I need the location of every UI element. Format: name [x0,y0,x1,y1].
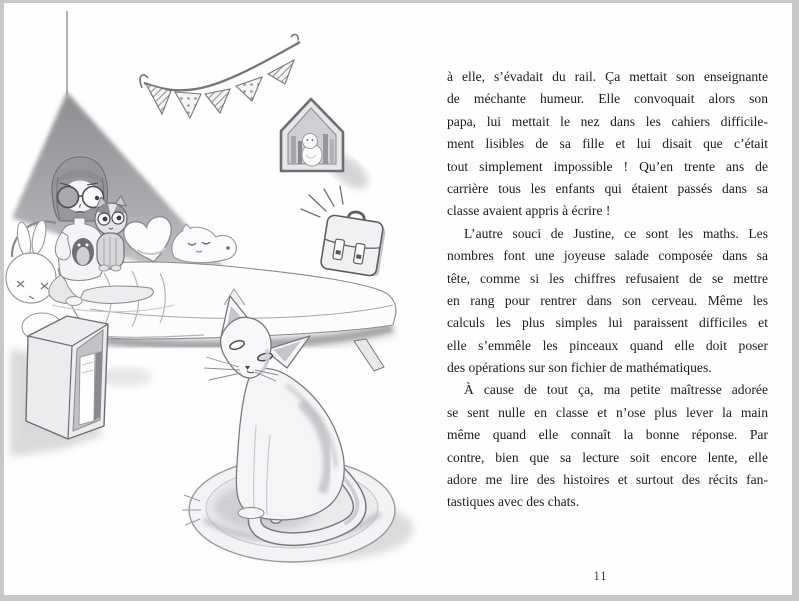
text-line: à elle, s’évadait du rail. Ça mettait son enseignante [447,69,768,84]
text-line: même quand elle connaît la bonne réponse. Par [447,427,768,443]
text-line: tastiques avec des chats. [447,494,580,510]
house-shaped-shelf [281,99,374,195]
cube-books [79,351,102,425]
book-page-spread [4,3,792,595]
text-line: adore me lire des histoires et surtout des récits fan- [447,472,768,488]
body-text [447,66,768,514]
text-line: L’autre souci de Justine, ce sont les maths. Les [464,225,768,241]
text-line: de méchante humeur. Elle convoquait alors son [447,91,768,107]
text-line: elle s’emmêle les pinceaux quand elle doit poser [447,337,768,353]
girl-arm [55,232,70,260]
pennant-flag-striped [205,89,230,113]
text-line: contre, bien que sa lecture soit encore lente, elle [447,449,768,465]
bed-leg [354,339,384,371]
girl-foot [66,297,82,306]
text-line: papa, lui mettait le nez dans les cahiers difficile- [447,113,768,129]
text-line: tout simplement impossible ! Qu’en trente ans de [447,158,768,174]
bunting-garland [140,34,300,118]
text-line: ment lisibles de sa fille et lui disait que c’était [447,136,768,152]
cat-paw [238,508,264,519]
bedroom-illustration [4,5,442,597]
school-satchel [301,186,388,277]
page-number: 11 [593,569,608,583]
text-line: À cause de tout ça, ma petite maîtresse adorée [464,382,768,398]
pajama-owl-print [72,238,94,266]
text-line: calculs les plus simples lui paraissent difficiles et [447,315,768,331]
pennant-flag-dotted [175,92,201,118]
bunny-ear [15,221,33,257]
text-line: en rang pour rentrer dans son cerveau. Même les [447,292,768,308]
text-line: se sent nulle en classe et n’ose plus lever la main [447,404,768,420]
satchel-sparkle-lines [301,186,343,217]
text-line: des opérations sur son fichier de mathématiques. [447,360,712,376]
pennant-flag-striped [268,60,294,84]
pennant-flag-dotted [236,77,262,101]
text-line: classe avaient appris à écrire ! [447,203,611,219]
text-line: carrière tous les enfants qui étaient passés dans sa [447,180,768,196]
text-line: nombres font une joyeuse salade composée dans sa [447,248,768,264]
text-line: tête, comme si les chiffres refusaient de se mettre [447,270,768,286]
